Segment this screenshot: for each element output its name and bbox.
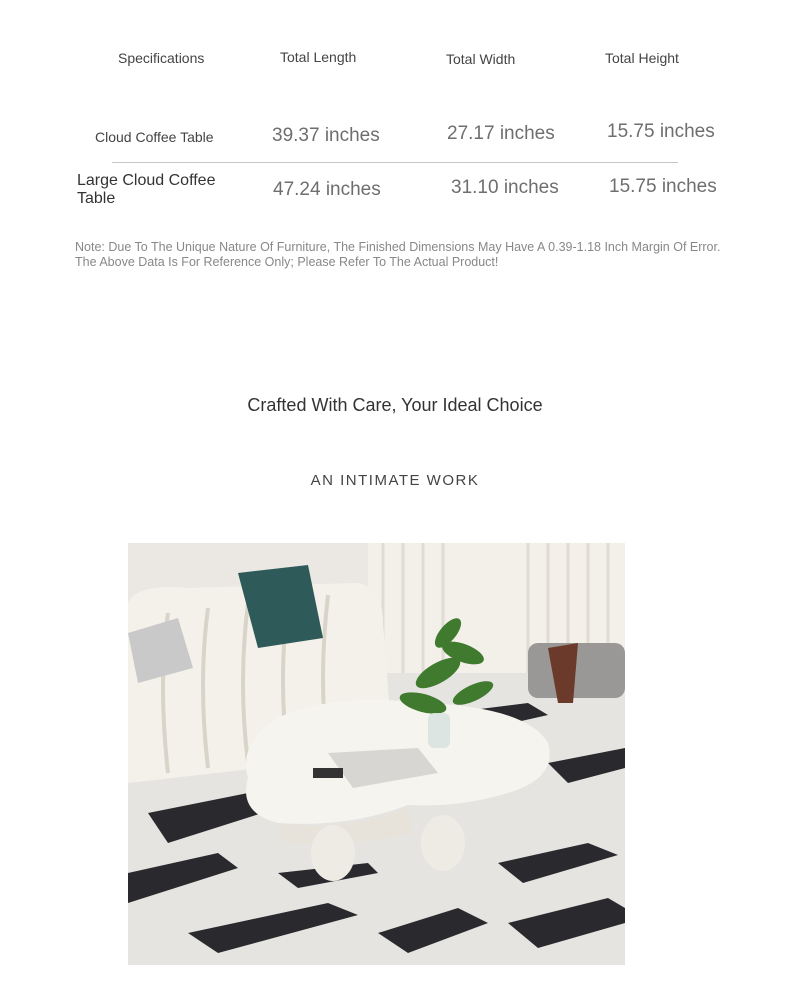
- header-total-height: Total Height: [605, 50, 679, 66]
- row-2-length: 47.24 inches: [273, 179, 381, 200]
- header-specifications: Specifications: [118, 50, 205, 66]
- product-photo: [128, 543, 625, 965]
- row-2-height: 15.75 inches: [609, 176, 717, 197]
- section-heading: Crafted With Care, Your Ideal Choice: [247, 395, 543, 415]
- row-2-width: 31.10 inches: [451, 177, 559, 198]
- section-subheading: AN INTIMATE WORK: [310, 472, 480, 489]
- table-divider: [112, 162, 678, 163]
- row-1-height: 15.75 inches: [607, 121, 715, 142]
- row-2-name: Large Cloud Coffee Table: [77, 172, 216, 207]
- dimension-note: Note: Due To The Unique Nature Of Furniture, The Finished Dimensions May Have A 0.39-1.18 Inch Margin Of Error. The Above Data Is For Reference Only; Please Refer To The Actual Product!: [75, 240, 721, 269]
- header-total-length: Total Length: [280, 49, 357, 65]
- row-1-name: Cloud Coffee Table: [95, 129, 214, 145]
- row-1-length: 39.37 inches: [272, 125, 380, 146]
- header-total-width: Total Width: [446, 51, 516, 67]
- row-1-width: 27.17 inches: [447, 123, 555, 144]
